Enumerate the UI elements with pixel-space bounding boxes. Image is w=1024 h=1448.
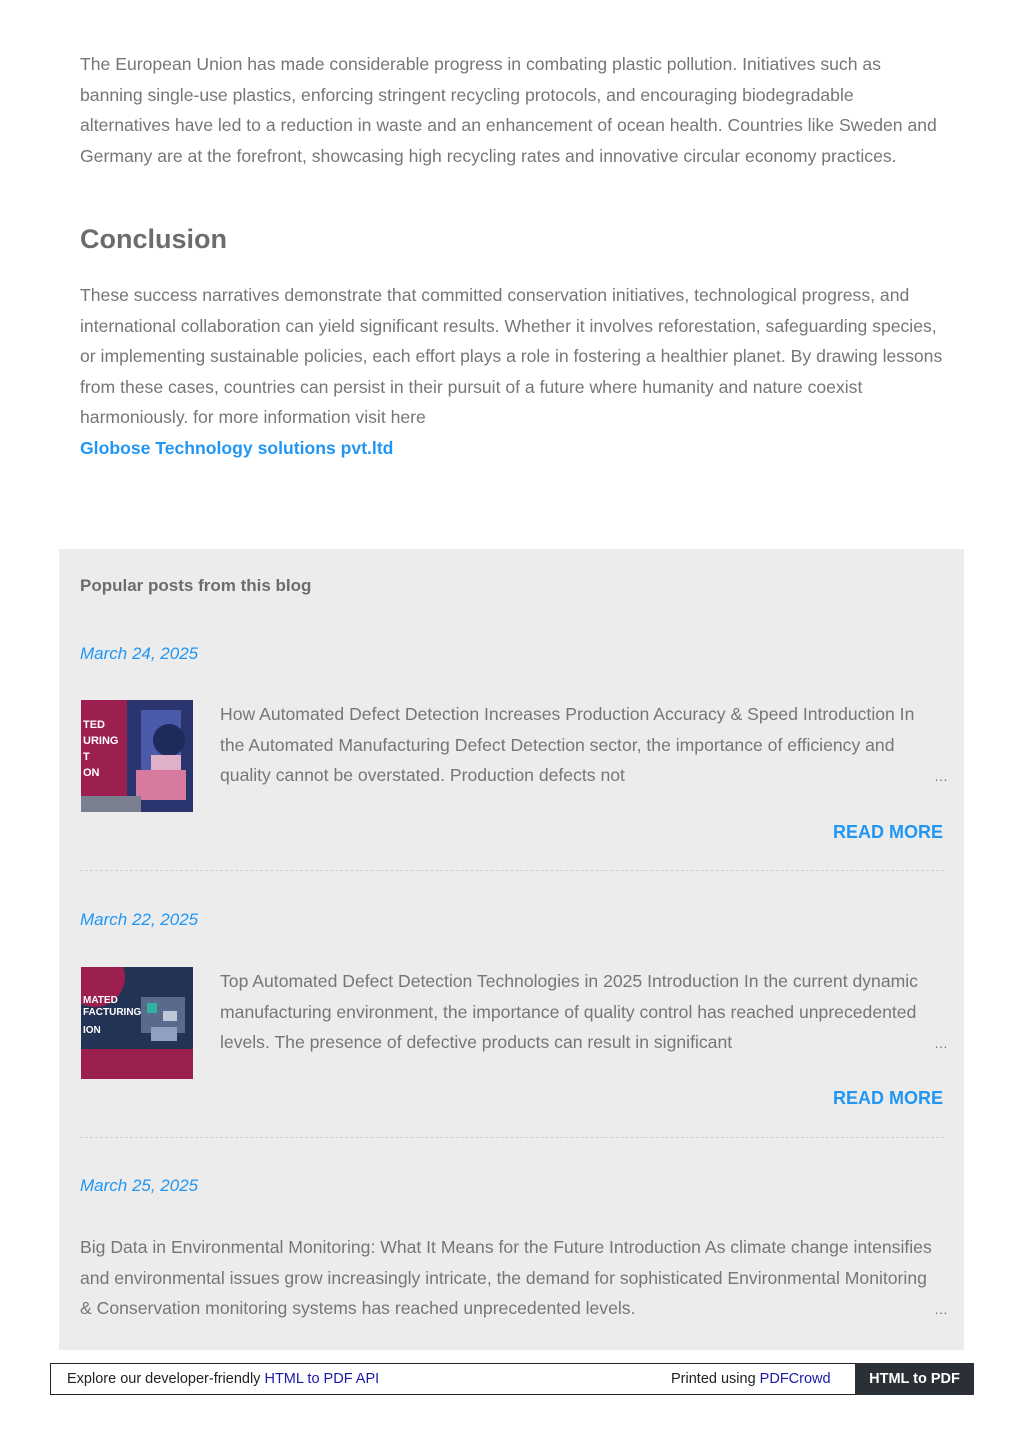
- post-snippet[interactable]: Top Automated Defect Detection Technologies in 2025 Introduction In the current dynamic manufacturing environment, the importance of quality control has reached unprecedented levels. The presence of defective products can result in significant: [220, 971, 918, 1053]
- thumb-text: TED: [83, 719, 105, 731]
- intro-paragraph: The European Union has made considerable progress in combating plastic pollution. Initiatives such as banning single-use plastics, enforcing stringent recycling protocols, and encouraging biodegradable alternatives have led to a reduction in waste and an enhancement of ocean health. Countries like Sweden and Germany are at the forefront, showcasing high recycling rates and innovative circular economy practices.: [80, 54, 937, 166]
- footer-explore-text: Explore our developer-friendly: [67, 1371, 261, 1387]
- snippet-ellipsis[interactable]: …: [928, 768, 948, 784]
- footer-printed: [671, 1371, 831, 1387]
- thumb-text: ON: [83, 767, 100, 779]
- html-to-pdf-api-link[interactable]: HTML to PDF API: [264, 1371, 380, 1387]
- thumb-text: T: [83, 751, 90, 763]
- footer-explore: [67, 1371, 379, 1387]
- thumb-text: ION: [83, 1025, 101, 1036]
- thumb-text: URING: [83, 735, 119, 747]
- pdf-footer-bar: [50, 1363, 972, 1395]
- snippet-ellipsis[interactable]: …: [928, 1301, 948, 1317]
- post-date[interactable]: March 24, 2025: [80, 644, 199, 663]
- post-date[interactable]: March 22, 2025: [80, 910, 199, 929]
- snippet-fade: [870, 762, 930, 790]
- conclusion-heading: Conclusion: [80, 224, 227, 254]
- post-snippet[interactable]: Big Data in Environmental Monitoring: What It Means for the Future Introduction As climate change intensifies and environmental issues grow increasingly intricate, the demand for sophisticated Environmental Monitoring & Conservation monitoring systems has reached unprecedented levels.: [80, 1237, 932, 1319]
- thumb-text: MATED: [83, 995, 118, 1006]
- snippet-ellipsis[interactable]: …: [928, 1035, 948, 1051]
- post-divider: [80, 870, 944, 871]
- popular-posts-panel: [59, 549, 964, 1350]
- html-to-pdf-badge[interactable]: HTML to PDF: [855, 1363, 974, 1395]
- footer-printed-text: Printed using: [671, 1371, 756, 1387]
- post-thumbnail[interactable]: [81, 967, 193, 1079]
- pdfcrowd-link[interactable]: PDFCrowd: [759, 1371, 831, 1387]
- popular-posts-title: Popular posts from this blog: [80, 576, 312, 595]
- thumb-text: FACTURING: [83, 1007, 142, 1018]
- post-date[interactable]: March 25, 2025: [80, 1176, 199, 1195]
- snippet-fade: [870, 1295, 930, 1323]
- read-more-link[interactable]: READ MORE: [832, 822, 943, 842]
- post-snippet[interactable]: How Automated Defect Detection Increases Production Accuracy & Speed Introduction In the Automated Manufacturing Defect Detection sector, the importance of efficiency and quality cannot be overstated. Production defects not: [220, 704, 915, 786]
- post-divider: [80, 1137, 944, 1138]
- conclusion-paragraph: [80, 280, 946, 464]
- snippet-fade: [870, 1029, 930, 1057]
- read-more-link[interactable]: READ MORE: [832, 1088, 943, 1108]
- post-thumbnail[interactable]: [81, 700, 193, 812]
- conclusion-text: These success narratives demonstrate that committed conservation initiatives, technological progress, and international collaboration can yield significant results. Whether it involves reforestation, safeguarding species, or implementing sustainable policies, each effort plays a role in fostering a healthier planet. By drawing lessons from these cases, countries can persist in their pursuit of a future where humanity and nature coexist harmoniously. for more information visit here: [80, 285, 943, 428]
- globose-link[interactable]: Globose Technology solutions pvt.ltd: [80, 437, 394, 458]
